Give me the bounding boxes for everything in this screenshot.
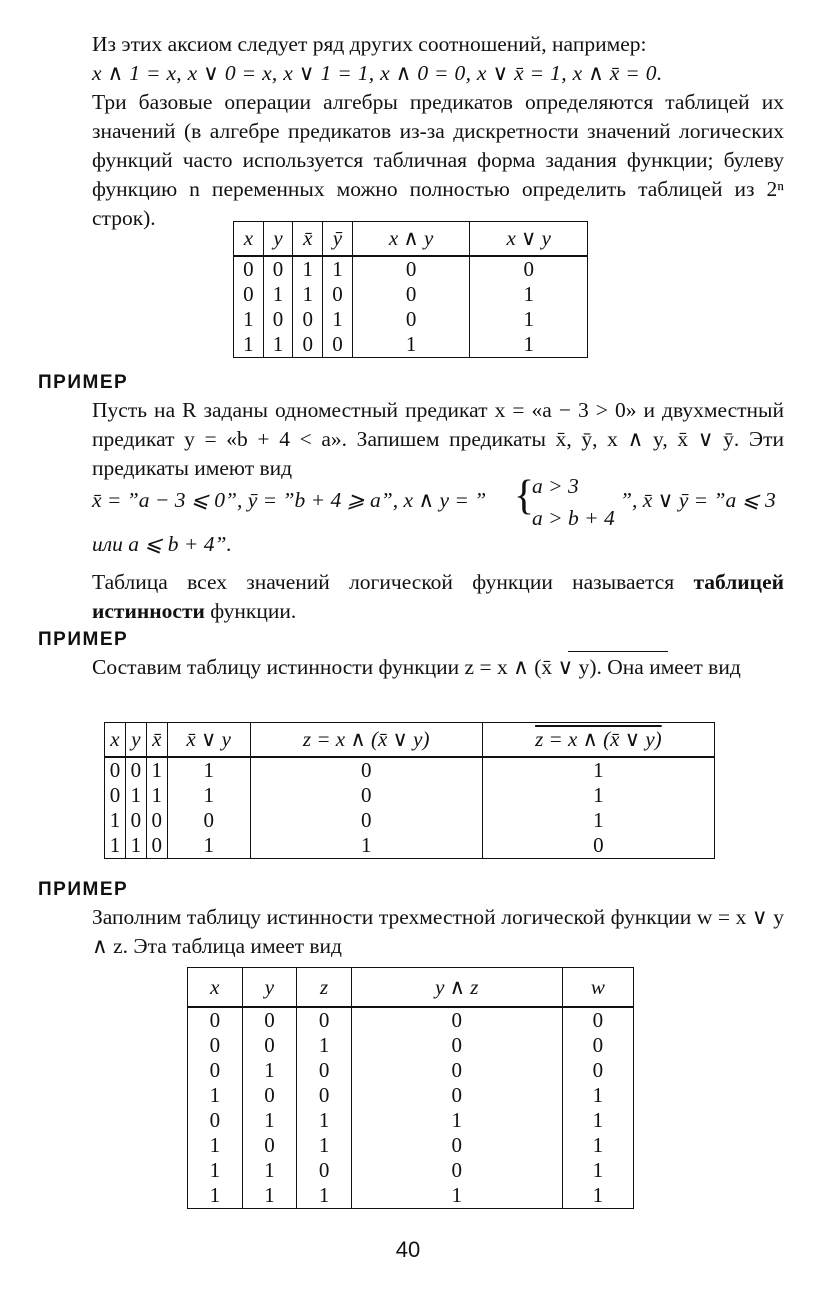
table-cell: 0: [250, 808, 482, 833]
table-cell: 0: [562, 1007, 633, 1033]
column-header: x: [234, 222, 264, 257]
table-cell: 1: [234, 332, 264, 358]
intro-paragraph: Три базовые операции алгебры предикатов определяются таблицей их значений (в алгебре предикатов из-за дискретности значений логических функций часто используется табличная форма задания функции; булеву функцию n переменных можно полностью определить таблицей из 2ⁿ строк).: [92, 90, 784, 230]
table-cell: 1: [146, 783, 167, 808]
table-cell: 0: [242, 1033, 297, 1058]
table-cell: 1: [297, 1183, 352, 1209]
table-cell: 1: [167, 783, 250, 808]
table-row: [188, 1007, 634, 1033]
table-cell: 1: [470, 307, 588, 332]
table-cell: 0: [167, 808, 250, 833]
table-cell: 0: [188, 1033, 243, 1058]
table-row: [105, 783, 715, 808]
table-cell: 0: [293, 332, 323, 358]
column-header: ȳ: [323, 222, 353, 257]
table-cell: 0: [323, 282, 353, 307]
system-brace: {: [514, 473, 535, 519]
example2-text: Составим таблицу истинности функции z = x ∧ (x̄ ∨ y). Она имеет вид: [92, 655, 741, 679]
table-cell: 1: [263, 282, 293, 307]
table-cell: 0: [125, 757, 146, 783]
table-cell: 0: [188, 1007, 243, 1033]
example-heading: ПРИМЕР: [38, 629, 129, 650]
table-cell: 1: [562, 1183, 633, 1209]
column-header: y ∧ z: [351, 968, 562, 1008]
table-cell: 0: [250, 757, 482, 783]
table-cell: 1: [125, 833, 146, 859]
table-cell: 0: [351, 1158, 562, 1183]
column-header: z: [297, 968, 352, 1008]
table-cell: 0: [352, 256, 470, 282]
table-cell: 1: [562, 1108, 633, 1133]
column-header: x̄: [146, 723, 167, 758]
table-cell: 1: [250, 833, 482, 859]
table-cell: 1: [146, 757, 167, 783]
table-header-row: [188, 968, 634, 1008]
table-cell: 0: [297, 1058, 352, 1083]
system-top: a > 3: [532, 474, 579, 498]
example3-text: Заполним таблицу истинности трехместной логической функции w = x ∨ y ∧ z. Эта таблица имеет вид: [92, 905, 784, 958]
table-cell: 0: [351, 1058, 562, 1083]
table-cell: 1: [482, 783, 714, 808]
table-cell: 1: [188, 1158, 243, 1183]
table-cell: 0: [234, 256, 264, 282]
table-cell: 0: [250, 783, 482, 808]
table-cell: 0: [352, 307, 470, 332]
table-cell: 1: [297, 1133, 352, 1158]
table-cell: 1: [562, 1133, 633, 1158]
column-header: z = x ∧ (x̄ ∨ y): [482, 723, 714, 758]
table-cell: 0: [323, 332, 353, 358]
table-cell: 1: [323, 307, 353, 332]
table-cell: 0: [352, 282, 470, 307]
table-cell: 0: [242, 1083, 297, 1108]
column-header: x ∧ y: [352, 222, 470, 257]
example-heading: ПРИМЕР: [38, 372, 129, 393]
definition-paragraph: [92, 568, 784, 626]
page-number: 40: [395, 1237, 421, 1262]
table-cell: 0: [105, 783, 126, 808]
table-row: [234, 256, 588, 282]
table-cell: 1: [351, 1183, 562, 1209]
table-cell: 1: [167, 757, 250, 783]
table-cell: 1: [105, 808, 126, 833]
system-bottom: a > b + 4: [532, 506, 615, 530]
table-cell: 0: [234, 282, 264, 307]
formula-part-b: ”, x̄ ∨ ȳ = ”a ⩽ 3: [620, 488, 776, 512]
truth-table-z: [104, 722, 715, 859]
column-header: w: [562, 968, 633, 1008]
table-cell: 0: [263, 256, 293, 282]
column-header: y: [125, 723, 146, 758]
definition-before: Таблица всех значений логической функции называется: [92, 570, 694, 594]
truth-table-w: [187, 967, 634, 1209]
table-header-row: [105, 723, 715, 758]
negation-bar: [568, 651, 668, 652]
table-row: [188, 1033, 634, 1058]
table-row: [234, 282, 588, 307]
table-cell: 0: [562, 1033, 633, 1058]
table-row: [188, 1133, 634, 1158]
table-row: [234, 307, 588, 332]
table-cell: 1: [297, 1108, 352, 1133]
table-cell: 0: [351, 1033, 562, 1058]
table-cell: 0: [297, 1083, 352, 1108]
column-header: y: [263, 222, 293, 257]
formula-part-a: x̄ = ”a − 3 ⩽ 0”, ȳ = ”b + 4 ⩾ a”, x ∧ y = ”: [92, 488, 487, 512]
table-body: [234, 256, 588, 358]
table-cell: 1: [293, 282, 323, 307]
table-cell: 1: [482, 808, 714, 833]
table-cell: 0: [351, 1083, 562, 1108]
table-cell: 1: [562, 1083, 633, 1108]
column-header: z = x ∧ (x̄ ∨ y): [250, 723, 482, 758]
table-cell: 1: [470, 282, 588, 307]
table-cell: 1: [167, 833, 250, 859]
table-cell: 1: [242, 1158, 297, 1183]
column-header: x: [105, 723, 126, 758]
table-cell: 0: [105, 757, 126, 783]
formula-part-c: или a ⩽ b + 4”.: [92, 532, 232, 556]
table-header-row: [234, 222, 588, 257]
table-body: [188, 1007, 634, 1209]
table-row: [188, 1058, 634, 1083]
table-row: [188, 1083, 634, 1108]
table-row: [105, 757, 715, 783]
table-cell: 1: [242, 1183, 297, 1209]
table-cell: 1: [188, 1083, 243, 1108]
table-cell: 1: [293, 256, 323, 282]
table-row: [188, 1158, 634, 1183]
table-cell: 0: [297, 1007, 352, 1033]
table-cell: 1: [352, 332, 470, 358]
table-cell: 0: [482, 833, 714, 859]
table-cell: 1: [125, 783, 146, 808]
table-cell: 0: [242, 1007, 297, 1033]
table-row: [188, 1183, 634, 1209]
table-cell: 1: [105, 833, 126, 859]
column-header: x ∨ y: [470, 222, 588, 257]
table-row: [234, 332, 588, 358]
table-cell: 0: [293, 307, 323, 332]
column-header: y: [242, 968, 297, 1008]
table-row: [105, 833, 715, 859]
table-cell: 1: [242, 1058, 297, 1083]
table-cell: 1: [351, 1108, 562, 1133]
table-cell: 1: [323, 256, 353, 282]
table-cell: 0: [242, 1133, 297, 1158]
table-cell: 1: [562, 1158, 633, 1183]
table-row: [105, 808, 715, 833]
truth-table-basic-ops: [233, 221, 588, 358]
table-cell: 0: [351, 1007, 562, 1033]
definition-after: функции.: [204, 599, 297, 623]
table-cell: 1: [188, 1133, 243, 1158]
column-header: x̄ ∨ y: [167, 723, 250, 758]
example1-text: Пусть на R заданы одноместный предикат x = «a − 3 > 0» и двухместный предикат y = «b + 4 < a». Запишем предикаты x̄, ȳ, x ∧ y, x̄ ∨ ȳ. Эти предикаты имеют вид: [92, 398, 784, 480]
table-cell: 1: [234, 307, 264, 332]
table-cell: 0: [470, 256, 588, 282]
table-cell: 0: [297, 1158, 352, 1183]
table-cell: 1: [482, 757, 714, 783]
table-cell: 0: [146, 833, 167, 859]
table-cell: 1: [242, 1108, 297, 1133]
table-cell: 0: [146, 808, 167, 833]
table-cell: 0: [351, 1133, 562, 1158]
table-cell: 0: [188, 1058, 243, 1083]
table-cell: 0: [125, 808, 146, 833]
intro-line: Из этих аксиом следует ряд других соотношений, например:: [92, 32, 647, 56]
table-body: [105, 757, 715, 859]
table-cell: 1: [263, 332, 293, 358]
column-header: x̄: [293, 222, 323, 257]
table-cell: 0: [188, 1108, 243, 1133]
example-heading: ПРИМЕР: [38, 879, 129, 900]
definition-term: таблицей истинности: [92, 570, 784, 623]
table-cell: 0: [562, 1058, 633, 1083]
column-header: x: [188, 968, 243, 1008]
table-cell: 1: [470, 332, 588, 358]
table-cell: 1: [297, 1033, 352, 1058]
table-cell: 0: [263, 307, 293, 332]
table-row: [188, 1108, 634, 1133]
axioms-line: x ∧ 1 = x, x ∨ 0 = x, x ∨ 1 = 1, x ∧ 0 = 0, x ∨ x̄ = 1, x ∧ x̄ = 0.: [92, 61, 663, 85]
table-cell: 1: [188, 1183, 243, 1209]
